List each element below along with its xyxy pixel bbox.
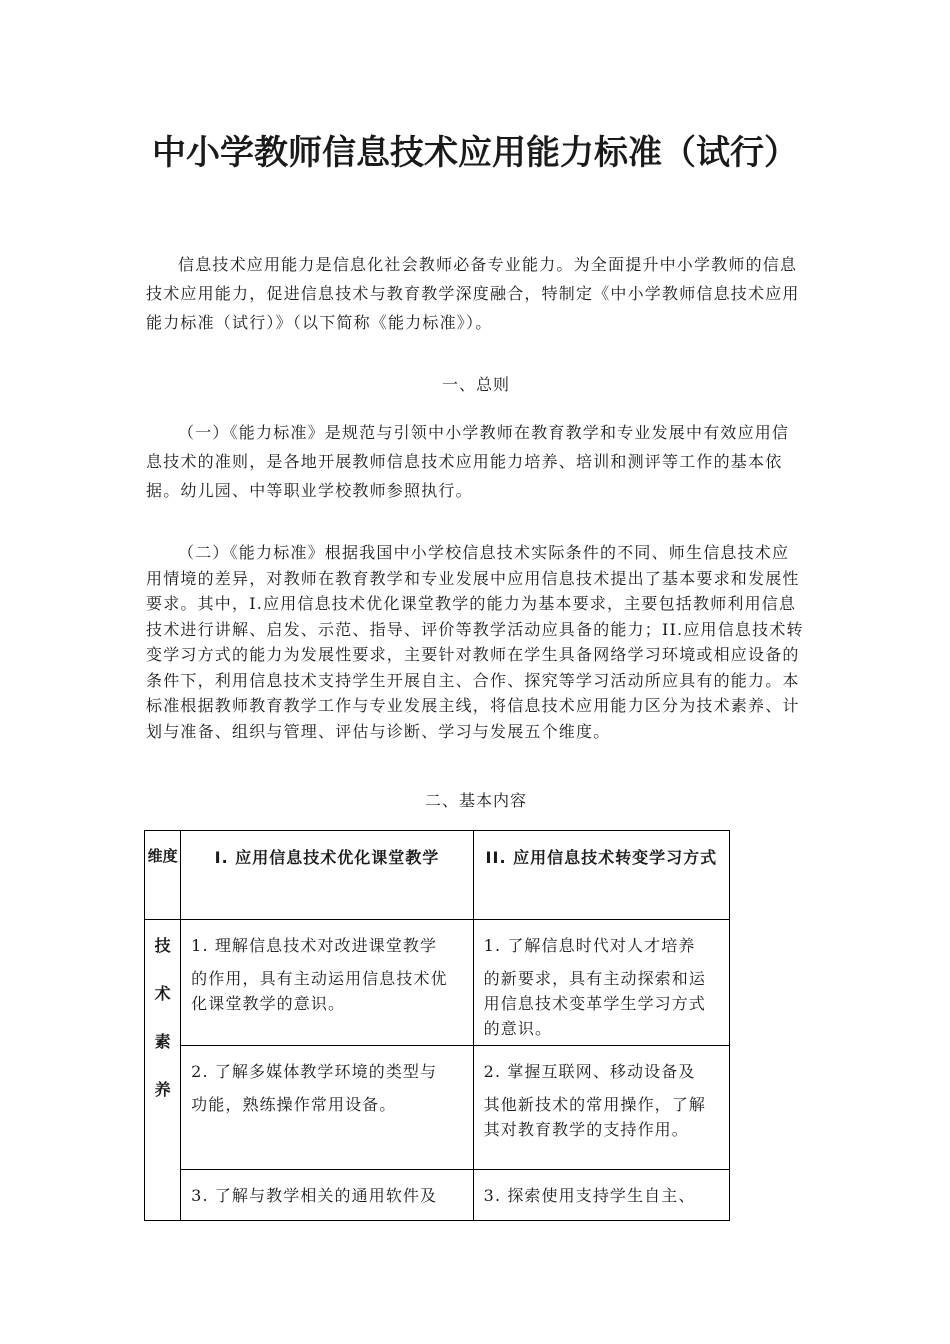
cell-a-3-first-line: 3. 了解与教学相关的通用软件及 — [191, 1186, 438, 1205]
cell-b-1-rest: 的新要求，具有主动探索和运用信息技术变革学生学习方式的意识。 — [483, 969, 706, 1038]
dimension-label: 技术素养 — [154, 936, 171, 1099]
section-heading-content: 二、基本内容 — [424, 791, 527, 810]
dimension-tech-literacy — [145, 920, 181, 1221]
intro-paragraph: 信息技术应用能力是信息化社会教师必备专业能力。为全面提升中小学教师的信息技术应用能力，促进信息技术与教育教学深度融合，特制定《中小学教师信息技术应用能力标准（试行）》（以下简称《能力标准》）。 — [146, 255, 800, 332]
section-heading-general: 一、总则 — [441, 375, 510, 394]
general-clause-1: （一）《能力标准》是规范与引领中小学教师在教育教学和专业发展中有效应用信息技术的准则，是各地开展教师信息技术应用能力培养、培训和测评等工作的基本依据。幼儿园、中等职业学校教师参照执行。 — [146, 423, 790, 500]
cell-b-3-first-line: 3. 探索使用支持学生自主、 — [483, 1186, 696, 1205]
table-header-row — [145, 831, 730, 920]
cell-a-2-first-line: 2. 了解多媒体教学环境的类型与 — [191, 1062, 438, 1081]
cell-a-1-rest: 的作用，具有主动运用信息技术优化课堂教学的意识。 — [191, 969, 448, 1013]
cell-b-1-first-line: 1. 了解信息时代对人才培养 — [483, 936, 696, 955]
cell-b-1 — [473, 920, 729, 1046]
standards-table — [144, 830, 730, 1221]
cell-b-2 — [473, 1046, 729, 1170]
cell-a-3 — [181, 1170, 474, 1221]
cell-b-2-rest: 其他新技术的常用操作，了解其对教育教学的支持作用。 — [483, 1095, 706, 1139]
cell-a-2-rest: 功能，熟练操作常用设备。 — [191, 1095, 397, 1114]
header-col-optimize: I. 应用信息技术优化课堂教学 — [181, 831, 474, 920]
table-row — [145, 1046, 730, 1170]
document-title: 中小学教师信息技术应用能力标准（试行） — [152, 133, 798, 173]
table-row — [145, 920, 730, 1046]
table-row — [145, 1170, 730, 1221]
cell-b-2-first-line: 2. 掌握互联网、移动设备及 — [483, 1062, 696, 1081]
header-col-transform: II. 应用信息技术转变学习方式 — [473, 831, 729, 920]
cell-a-1 — [181, 920, 474, 1046]
header-dimension: 维度 — [145, 831, 181, 920]
cell-a-2 — [181, 1046, 474, 1170]
cell-a-1-first-line: 1. 理解信息技术对改进课堂教学 — [191, 936, 438, 955]
general-clause-2: （二）《能力标准》根据我国中小学校信息技术实际条件的不同、师生信息技术应用情境的差异，对教师在教育教学和专业发展中应用信息技术提出了基本要求和发展性要求。其中，I.应用信息技术优化课堂教学的能力为基本要求，主要包括教师利用信息技术进行讲解、启发、示范、指导、评价等教学活动应具备的能力；II.应用信息技术转变学习方式的能力为发展性要求，主要针对教师在学生具备网络学习环境或相应设备的条件下，利用信息技术支持学生开展自主、合作、探究等学习活动所应具有的能力。本标准根据教师教育教学工作与专业发展主线，将信息技术应用能力区分为技术素养、计划与准备、组织与管理、评估与诊断、学习与发展五个维度。 — [146, 543, 804, 741]
cell-b-3 — [473, 1170, 729, 1221]
